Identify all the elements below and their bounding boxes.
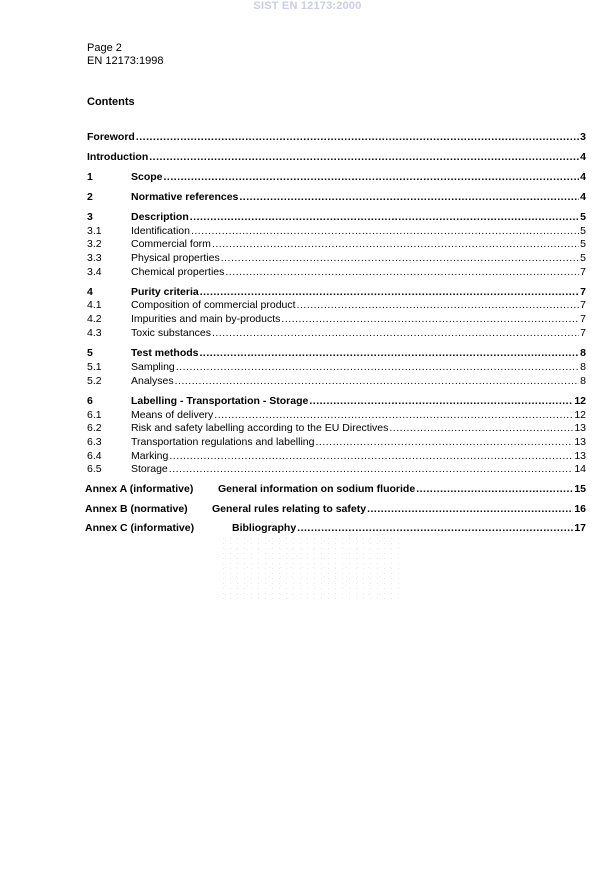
toc-entry-page: 8 (580, 347, 586, 359)
toc-entry-number: 1 (87, 171, 93, 183)
toc-entry-number: 6 (87, 395, 93, 407)
annex-page: 15 (574, 483, 586, 495)
toc-entry[interactable] (0, 251, 615, 265)
toc-entry[interactable] (0, 210, 615, 224)
toc-entry-number: 6.5 (87, 463, 102, 475)
dot-leader (190, 210, 579, 224)
dot-leader (175, 374, 580, 388)
dot-leader (389, 421, 573, 435)
dot-leader (214, 408, 573, 422)
toc-entry-number: 4.3 (87, 327, 102, 339)
toc-entry[interactable] (0, 265, 615, 279)
toc-entry[interactable] (0, 408, 615, 422)
toc-entry-page: 7 (580, 286, 586, 298)
dot-leader (315, 435, 573, 449)
toc-entry[interactable] (0, 346, 615, 360)
dot-leader (199, 346, 579, 360)
annex-label: Annex B (normative) (85, 503, 188, 515)
dot-leader (221, 251, 579, 265)
toc-entry-title: Toxic substances (131, 327, 211, 339)
toc-entry-title: Labelling - Transportation - Storage (131, 395, 309, 407)
toc-entry[interactable] (0, 374, 615, 388)
toc-entry-page: 7 (580, 313, 586, 325)
toc-entry-page: 4 (580, 151, 586, 163)
toc-entry-page: 4 (580, 191, 586, 203)
toc-entry-page: 13 (574, 436, 586, 448)
annex-label: Annex C (informative) (85, 522, 195, 534)
toc-entry-number: 3.1 (87, 225, 102, 237)
toc-entry-title: Description (131, 211, 189, 223)
dot-leader (191, 224, 579, 238)
toc-entry-number: 5.1 (87, 361, 102, 373)
toc-entry-number: 4.1 (87, 299, 102, 311)
dot-leader (239, 190, 579, 204)
toc-entry-title: Chemical properties (131, 266, 225, 278)
toc-entry-page: 14 (574, 463, 586, 475)
dot-leader (416, 482, 573, 496)
toc-entry-title: Composition of commercial product (131, 299, 296, 311)
toc-entry-number: 4.2 (87, 313, 102, 325)
page-number: Page 2 (87, 42, 122, 54)
toc-entry-number: 6.1 (87, 409, 102, 421)
toc-entry-page: 4 (580, 171, 586, 183)
toc-entry-number: 3.4 (87, 266, 102, 278)
toc-entry-number: 6.2 (87, 422, 102, 434)
annex-page: 16 (574, 503, 586, 515)
toc-entry-title: Purity criteria (131, 286, 199, 298)
dot-leader (136, 130, 579, 144)
watermark: SIST EN 12173:2000 (253, 0, 362, 12)
annex-label: Annex A (informative) (85, 483, 194, 495)
annex-entry[interactable] (0, 482, 615, 496)
toc-entry[interactable] (0, 170, 615, 184)
toc-entry-title: Commercial form (131, 238, 211, 250)
toc-entry-title: Test methods (131, 347, 199, 359)
toc-entry-title: Storage (131, 463, 168, 475)
toc-entry-number: 3 (87, 211, 93, 223)
toc-entry-page: 7 (580, 266, 586, 278)
toc-entry-number: 4 (87, 286, 93, 298)
toc-entry-page: 5 (580, 252, 586, 264)
dot-leader (309, 394, 573, 408)
dot-leader (176, 360, 579, 374)
toc-entry-page: 12 (574, 395, 586, 407)
toc-entry[interactable] (0, 237, 615, 251)
standard-id: EN 12173:1998 (87, 55, 164, 67)
dot-leader (149, 150, 579, 164)
toc-entry[interactable] (0, 298, 615, 312)
dot-leader (225, 265, 579, 279)
toc-entry-title: Marking (131, 450, 169, 462)
toc-entry-title: Scope (131, 171, 163, 183)
toc-entry[interactable] (0, 285, 615, 299)
toc-entry[interactable] (0, 462, 615, 476)
dot-leader (200, 285, 579, 299)
toc-entry-page: 5 (580, 225, 586, 237)
annex-title: General information on sodium fluoride (218, 483, 416, 495)
dot-leader (169, 462, 574, 476)
toc-entry-page: 3 (580, 131, 586, 143)
toc-entry-number: 5.2 (87, 375, 102, 387)
toc-entry-page: 5 (580, 211, 586, 223)
toc-entry-number: 5 (87, 347, 93, 359)
toc-entry[interactable] (0, 326, 615, 340)
toc-entry-title: Risk and safety labelling according to the EU Directives (131, 422, 389, 434)
toc-entry-number: 6.3 (87, 436, 102, 448)
toc-entry[interactable] (0, 312, 615, 326)
dot-leader (281, 312, 579, 326)
toc-entry-title: Physical properties (131, 252, 220, 264)
toc-entry-number: 3.2 (87, 238, 102, 250)
toc-entry-page: 13 (574, 422, 586, 434)
toc-entry[interactable] (0, 394, 615, 408)
annex-title: Bibliography (232, 522, 297, 534)
annex-title: General rules relating to safety (212, 503, 367, 515)
dot-leader (297, 521, 573, 535)
annex-entry[interactable] (0, 502, 615, 516)
toc-entry-number: 3.3 (87, 252, 102, 264)
toc-entry[interactable] (0, 224, 615, 238)
toc-entry-number: 6.4 (87, 450, 102, 462)
toc-entry[interactable] (0, 130, 615, 144)
dot-leader (212, 237, 579, 251)
toc-entry-title: Normative references (131, 191, 239, 203)
toc-entry-title: Foreword (87, 131, 135, 143)
toc-entry-page: 7 (580, 327, 586, 339)
dot-leader (164, 170, 580, 184)
toc-entry-title: Sampling (131, 361, 175, 373)
scan-noise (220, 536, 400, 600)
dot-leader (169, 449, 573, 463)
toc-entry[interactable] (0, 360, 615, 374)
toc-entry[interactable] (0, 435, 615, 449)
toc-entry-page: 8 (580, 361, 586, 373)
dot-leader (212, 326, 579, 340)
toc-entry[interactable] (0, 449, 615, 463)
dot-leader (367, 502, 573, 516)
toc-entry-page: 5 (580, 238, 586, 250)
toc-entry-title: Means of delivery (131, 409, 214, 421)
toc-entry-title: Introduction (87, 151, 149, 163)
toc-entry-title: Transportation regulations and labelling (131, 436, 315, 448)
toc-entry-page: 13 (574, 450, 586, 462)
toc-entry[interactable] (0, 421, 615, 435)
toc-entry-page: 8 (580, 375, 586, 387)
dot-leader (297, 298, 580, 312)
toc-entry[interactable] (0, 190, 615, 204)
toc-entry-title: Analyses (131, 375, 174, 387)
annex-page: 17 (574, 522, 586, 534)
toc-entry-title: Identification (131, 225, 190, 237)
annex-entry[interactable] (0, 521, 615, 535)
toc-entry-title: Impurities and main by-products (131, 313, 281, 325)
toc-entry[interactable] (0, 150, 615, 164)
toc-entry-number: 2 (87, 191, 93, 203)
contents-heading: Contents (87, 96, 135, 108)
toc-entry-page: 7 (580, 299, 586, 311)
toc-entry-page: 12 (574, 409, 586, 421)
